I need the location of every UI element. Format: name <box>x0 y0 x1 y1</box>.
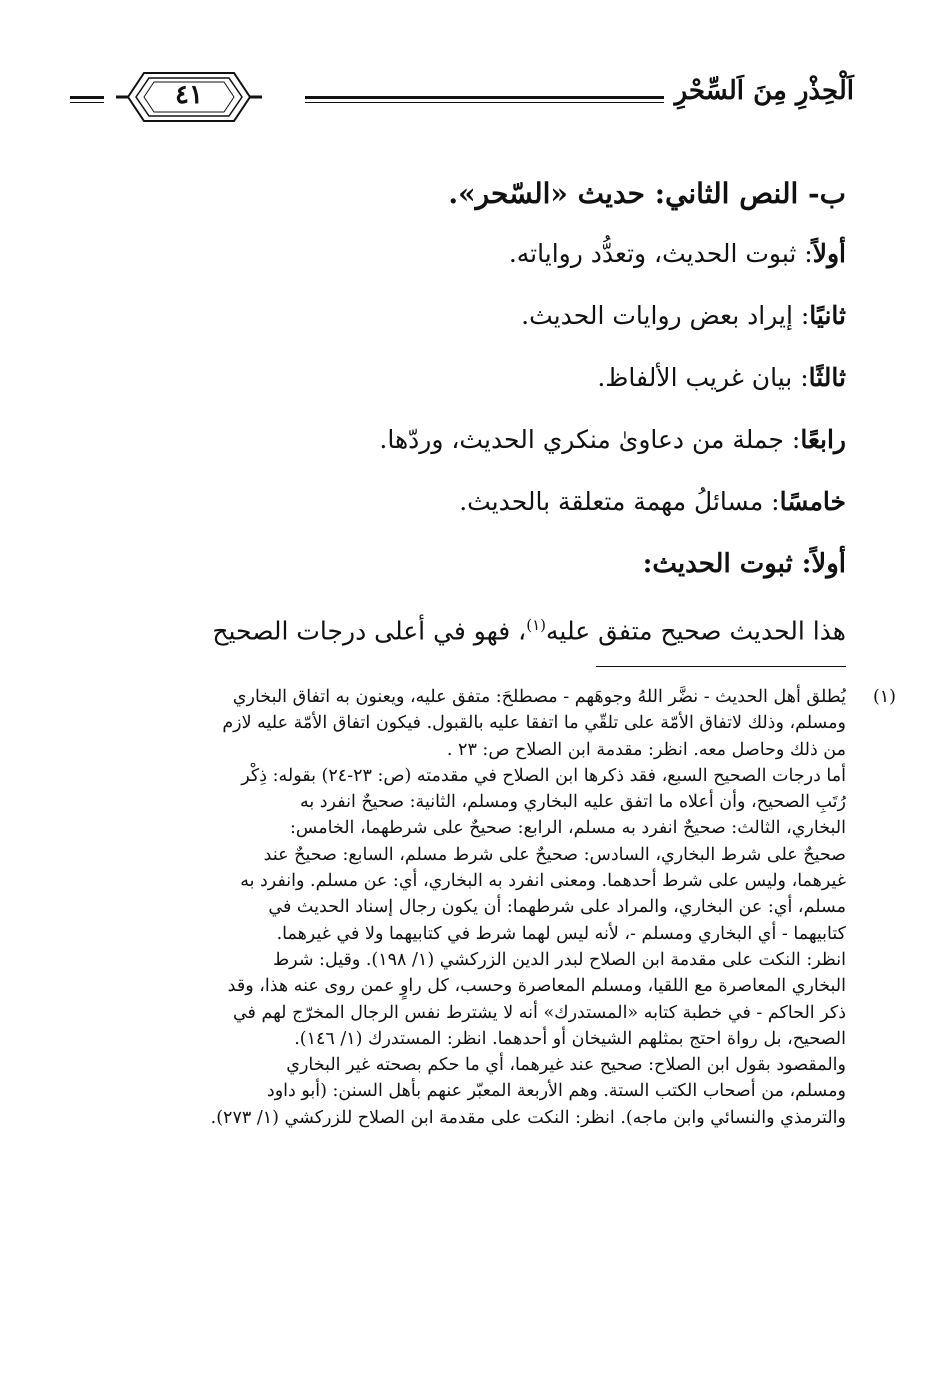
outline-text: : ثبوت الحديث، وتعدُّد رواياته. <box>508 239 813 268</box>
footnote-reference[interactable]: (١) <box>526 616 546 634</box>
footnote-line: مسلم، أي: عن البخاري، والمراد على شرطهما: أن يكون رجال إسناد الحديث في <box>268 897 846 918</box>
outline-text: : مسائلُ مهمة متعلقة بالحديث. <box>459 487 780 516</box>
main-text <box>90 165 846 661</box>
outline-item <box>90 409 846 471</box>
footnote-line: البخاري، الثالث: صحيحٌ انفرد به مسلم، الرابع: صحيحٌ على شرطهما، الخامس: <box>289 818 846 839</box>
paragraph-text: هذا الحديث صحيح متفق عليه <box>546 616 846 646</box>
outline-item <box>90 223 846 285</box>
footnote-number: (١) <box>872 687 896 707</box>
outline-item <box>90 285 846 347</box>
footnote-line: والمقصود بقول ابن الصلاح: صحيح عند غيرهما، أي ما حكم بصحته غير البخاري <box>286 1055 846 1076</box>
page-number: ٤١ <box>175 80 203 110</box>
footnote-line: البخاري المعاصرة مع اللقيا، ومسلم المعاصرة وحسب، كل راوٍ عمن روى عنه هذا، وقد <box>227 976 846 997</box>
outline-text: : جملة من دعاوىٰ منكري الحديث، وردّها. <box>379 425 801 454</box>
outline-label: ثانيًا <box>809 301 846 330</box>
footnote-line: كتابيهما - أي البخاري ومسلم -، لأنه ليس لهما شرط في كتابيهما ولا في غيرهما. <box>276 923 846 944</box>
footnote-line: والترمذي والنسائي وابن ماجه). انظر: النكت على مقدمة ابن الصلاح للزركشي (١/ ٢٧٣). <box>210 1107 846 1128</box>
footnote-separator <box>596 666 846 667</box>
outline-text: : بيان غريب الألفاظ. <box>597 363 809 392</box>
header-rule <box>305 96 664 103</box>
outline-item <box>90 347 846 409</box>
subsection-heading: أولاً: ثبوت الحديث: <box>642 549 846 579</box>
footnote-line: غيرهما، وليس على شرط أحدهما. ومعنى انفرد به البخاري، أي: عن مسلم. وانفرد به <box>240 871 846 892</box>
outline-label: ثالثًا <box>808 363 846 392</box>
footnote-line: الصحيح، بل رواة احتج بمثلهم الشيخان أو أحدهما. انظر: المستدرك (١/ ١٤٦). <box>294 1028 846 1049</box>
running-title: اَلْحِذْرِ مِنَ اَلسِّحْرِ <box>674 76 854 106</box>
footnote-line: يُطلق أهل الحديث - نضَّر اللهُ وجوهَهم - مصطلحَ: متفق عليه، ويعنون به اتفاق البخاري <box>232 687 846 707</box>
footnote-line: انظر: النكت على مقدمة ابن الصلاح لبدر الدين الزركشي (١/ ١٩٨). وقيل: شرط <box>272 949 846 970</box>
paragraph-text: ، فهو في أعلى درجات الصحيح <box>212 616 527 646</box>
outline-label: أولاً <box>812 239 846 268</box>
footnote-line: ومسلم، وذلك لاتفاق الأمّة على تلقّي ما اتفقا عليه بالقبول. فيكون اتفاق الأمّة عليه لازم <box>222 713 846 734</box>
footnote <box>90 684 896 1131</box>
page-header <box>70 68 854 128</box>
footnote-line: من ذلك وحاصل معه. انظر: مقدمة ابن الصلاح ص: ٢٣ . <box>446 739 846 760</box>
body-paragraph <box>90 595 846 661</box>
footnote-line: ومسلم، من أصحاب الكتب الستة. وهم الأربعة المعبّر عنهم بأهل السنن: (أبو داود <box>266 1081 846 1102</box>
footnote-line: ذكر الحاكم - في خطبة كتابه «المستدرك» أنه لا يشترط نفس الرجال المخرّج لهم في <box>232 1002 846 1023</box>
section-heading: ب- النص الثاني: حديث «السّحر». <box>448 177 846 210</box>
outline-label: رابعًا <box>800 425 846 454</box>
page-number-frame <box>114 70 264 124</box>
footnote-line: صحيحٌ على شرط البخاري، السادس: صحيحٌ على شرط مسلم، السابع: صحيحٌ عند <box>263 844 846 865</box>
footnotes <box>90 684 896 1131</box>
outline-item <box>90 471 846 533</box>
outline-label: خامسًا <box>779 487 846 516</box>
header-rule-short <box>70 96 104 103</box>
footnote-line: أما درجات الصحيح السبع، فقد ذكرها ابن الصلاح في مقدمته (ص: ٢٣-٢٤) بقوله: ذِكْر <box>241 765 846 786</box>
footnote-line: رُتَبِ الصحيح، وأن أعلاه ما اتفق عليه البخاري ومسلم، الثانية: صحيحٌ انفرد به <box>299 792 846 813</box>
outline-text: : إيراد بعض روايات الحديث. <box>521 301 810 330</box>
